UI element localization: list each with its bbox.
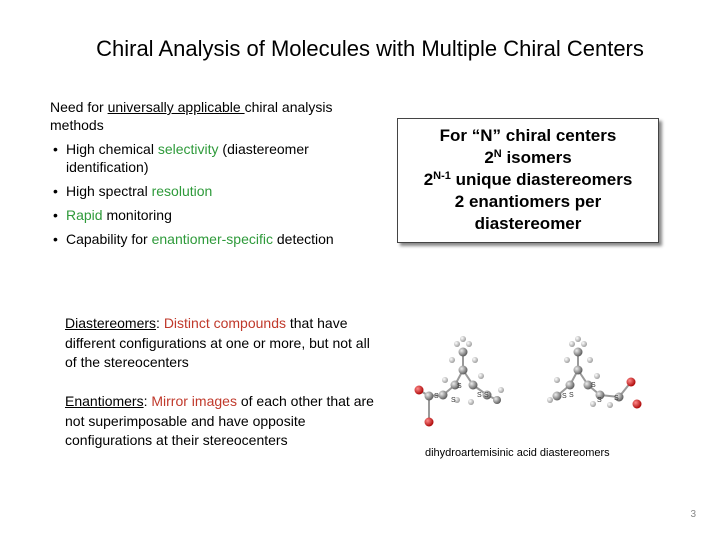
intro-underlined: universally applicable	[107, 99, 245, 115]
svg-text:S: S	[614, 395, 619, 402]
box-line-2: $2^N$ isomers	[484, 148, 572, 167]
svg-text:S: S	[569, 392, 574, 399]
bullet-icon: •	[53, 207, 58, 223]
requirements-block	[50, 98, 370, 254]
box-line-3: $2^{N-1}$ unique diastereomers	[423, 170, 633, 189]
list-item: • High chemical selectivity (diastereomer identification)	[53, 141, 309, 175]
molecule-models-image	[405, 330, 655, 430]
enantiomers-term: Enantiomers	[65, 393, 144, 409]
intro-text: Need for universally applicable chiral analysis methods	[50, 99, 333, 133]
box-line-1: For “N” chiral centers	[439, 126, 617, 145]
isomer-count-box	[397, 118, 659, 243]
diastereomers-term: Diastereomers	[65, 315, 157, 331]
box-line-5: diastereomer	[474, 214, 582, 233]
slide-title: Chiral Analysis of Molecules with Multiple Chiral Centers	[96, 36, 644, 61]
page-number: 3	[690, 509, 696, 520]
enantiomers-definition: Enantiomers: Mirror images of each other that are not superimposable and have opposite configurations at their stereocenters	[65, 393, 374, 448]
list-item: • Rapid monitoring	[53, 207, 172, 223]
bullet-icon: •	[53, 231, 58, 247]
requirements-list	[50, 140, 370, 248]
list-item: • Capability for enantiomer-specific detection	[53, 231, 334, 247]
bullet-icon: •	[53, 141, 58, 157]
svg-text:S: S	[451, 397, 456, 404]
svg-text:S: S	[457, 383, 462, 390]
svg-text:S: S	[562, 393, 567, 400]
diastereomers-definition: Diastereomers: Distinct compounds that have different configurations at one or more, but not all of the stereocenters	[65, 315, 370, 370]
list-item: • High spectral resolution	[53, 183, 213, 199]
svg-text:S: S	[484, 392, 489, 399]
box-line-4: 2 enantiomers per	[454, 192, 602, 211]
svg-text:S: S	[477, 392, 482, 399]
svg-text:S: S	[597, 397, 602, 404]
bullet-icon: •	[53, 183, 58, 199]
svg-text:S: S	[434, 393, 439, 400]
figure-caption: dihydroartemisinic acid diastereomers	[425, 447, 610, 459]
svg-text:S: S	[591, 382, 596, 389]
